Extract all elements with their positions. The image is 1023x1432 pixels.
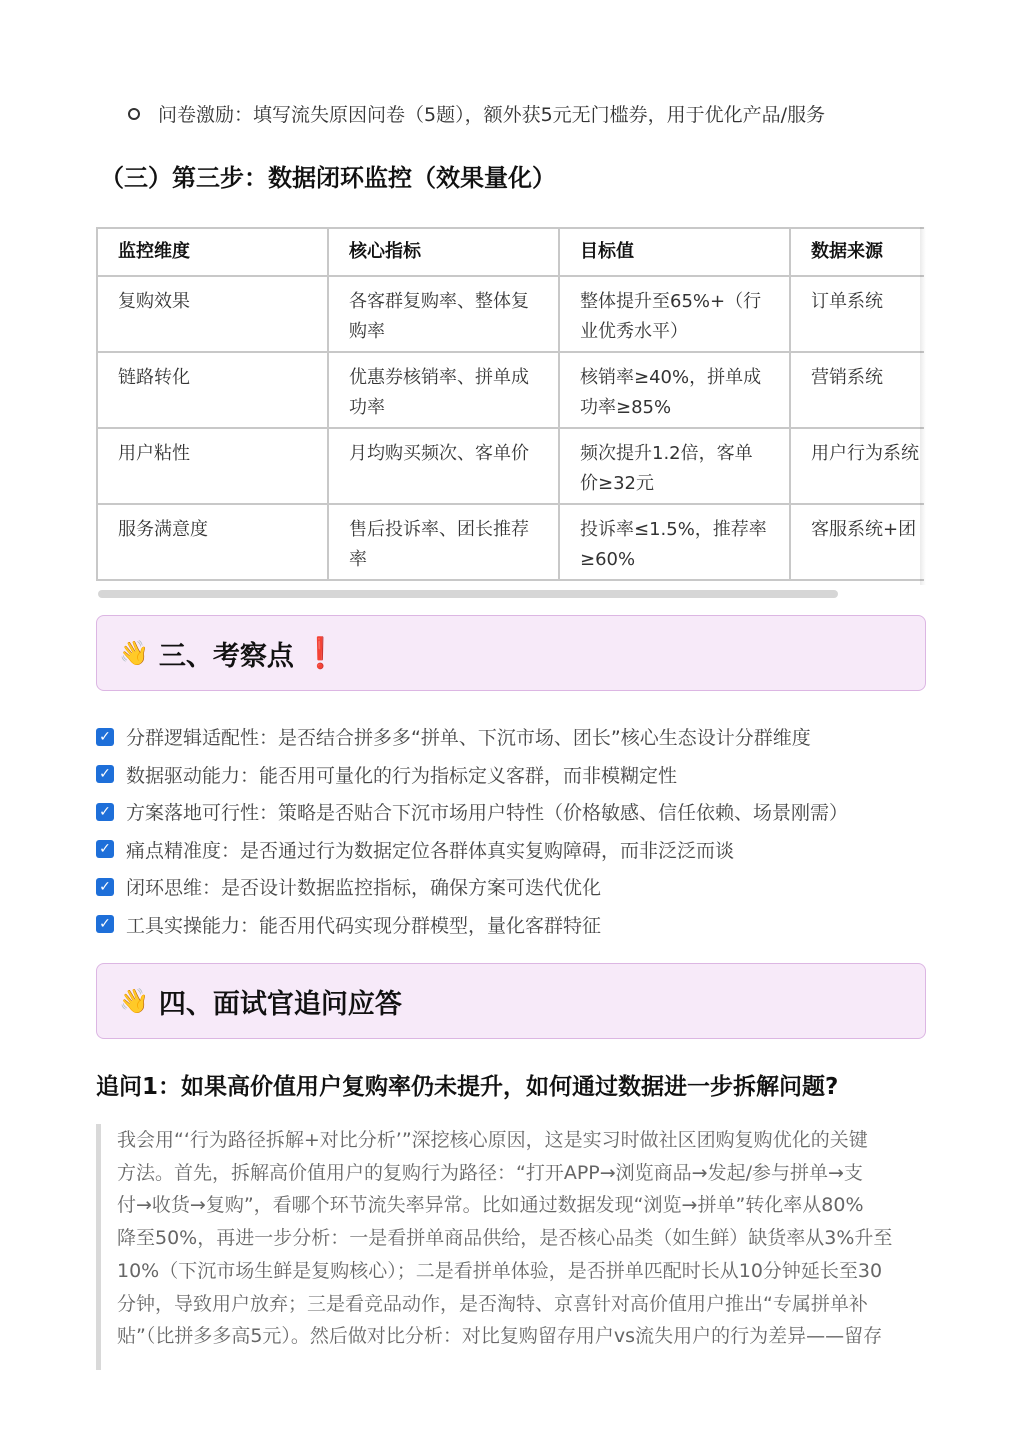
bullet-text: 问卷激励：填写流失原因问卷（5题），额外获5元无门槛券，用于优化产品/服务 xyxy=(158,104,826,126)
monitoring-table-container[interactable] xyxy=(96,227,924,585)
checklist-text: 工具实操能力：能否用代码实现分群模型，量化客群特征 xyxy=(126,914,602,937)
checkbox-checked-icon[interactable]: ✓ xyxy=(96,803,114,821)
checklist-item xyxy=(96,831,848,869)
checklist-item xyxy=(96,756,848,794)
quote-line: 降至50%，再进一步分析：一是看拼单商品供给，是否核心品类（如生鲜）缺货率从3%升至 xyxy=(117,1227,893,1250)
quote-line: 我会用“‘行为路径拆解+对比分析’”深挖核心原因，这是实习时做社区团购复购优化的关键 xyxy=(117,1129,868,1151)
table-cell: 核销率≥40%，拼单成功率≥85% xyxy=(559,352,790,428)
followup-question-title: 追问1：如果高价值用户复购率仍未提升，如何通过数据进一步拆解问题? xyxy=(96,1074,839,1100)
checkbox-checked-icon[interactable]: ✓ xyxy=(96,878,114,896)
checklist-item xyxy=(96,906,848,944)
table-row xyxy=(97,504,924,580)
table-cell: 月均购买频次、客单价 xyxy=(328,428,559,504)
table-cell: 用户行为系统 xyxy=(790,428,924,504)
table-header-cell: 监控维度 xyxy=(97,228,328,276)
table-cell: 链路转化 xyxy=(97,352,328,428)
checklist xyxy=(96,718,848,943)
table-header-cell: 核心指标 xyxy=(328,228,559,276)
checklist-item xyxy=(96,718,848,756)
table-cell: 各客群复购率、整体复购率 xyxy=(328,276,559,352)
checkbox-checked-icon[interactable]: ✓ xyxy=(96,840,114,858)
callout-title: 三、考察点 xyxy=(158,640,294,672)
table-scroll-shadow xyxy=(920,227,926,585)
table-row xyxy=(97,276,924,352)
checklist-text: 分群逻辑适配性：是否结合拼多多“拼单、下沉市场、团长”核心生态设计分群维度 xyxy=(126,727,811,750)
table-cell: 订单系统 xyxy=(790,276,924,352)
horizontal-scrollbar[interactable] xyxy=(98,590,838,598)
table-cell: 售后投诉率、团长推荐率 xyxy=(328,504,559,580)
table-cell: 营销系统 xyxy=(790,352,924,428)
waving-hand-icon: 👋 xyxy=(119,987,149,1015)
checklist-item xyxy=(96,793,848,831)
section-callout-3 xyxy=(96,615,926,691)
table-row xyxy=(97,352,924,428)
checklist-text: 方案落地可行性：策略是否贴合下沉市场用户特性（价格敏感、信任依赖、场景刚需） xyxy=(126,802,849,825)
table-cell: 优惠券核销率、拼单成功率 xyxy=(328,352,559,428)
section-callout-4 xyxy=(96,963,926,1039)
checkbox-checked-icon[interactable]: ✓ xyxy=(96,765,114,783)
quote-line: 贴”（比拼多多高5元）。然后做对比分析：对比复购留存用户vs流失用户的行为差异——留存 xyxy=(117,1325,883,1348)
table-cell: 频次提升1.2倍，客单价≥32元 xyxy=(559,428,790,504)
table-row xyxy=(97,428,924,504)
quote-line: 方法。首先，拆解高价值用户的复购行为路径：“打开APP→浏览商品→发起/参与拼单→支 xyxy=(117,1161,863,1184)
section-heading: （三）第三步：数据闭环监控（效果量化） xyxy=(100,164,556,192)
table-header-cell: 数据来源 xyxy=(790,228,924,276)
quote-line: 付→收货→复购”，看哪个环节流失率异常。比如通过数据发现“浏览→拼单”转化率从80% xyxy=(117,1194,864,1217)
waving-hand-icon: 👋 xyxy=(119,639,149,667)
checklist-text: 数据驱动能力：能否用可量化的行为指标定义客群，而非模糊定性 xyxy=(126,764,678,787)
table-cell: 服务满意度 xyxy=(97,504,328,580)
table-header-cell: 目标值 xyxy=(559,228,790,276)
quote-line: 分钟，导致用户放弃；三是看竞品动作，是否淘特、京喜针对高价值用户推出“专属拼单补 xyxy=(117,1292,868,1315)
table-cell: 用户粘性 xyxy=(97,428,328,504)
checklist-item xyxy=(96,868,848,906)
table-cell: 客服系统+团 xyxy=(790,504,924,580)
list-item xyxy=(128,100,825,127)
answer-blockquote xyxy=(96,1124,926,1370)
table-cell: 复购效果 xyxy=(97,276,328,352)
checkbox-checked-icon[interactable]: ✓ xyxy=(96,728,114,746)
monitoring-table xyxy=(96,227,924,581)
bullet-circle-icon xyxy=(128,108,140,120)
table-cell: 投诉率≤1.5%，推荐率≥60% xyxy=(559,504,790,580)
checklist-text: 闭环思维：是否设计数据监控指标，确保方案可迭代优化 xyxy=(126,877,602,900)
exclamation-icon: ❗ xyxy=(301,635,340,671)
quote-line: 10%（下沉市场生鲜是复购核心）；二是看拼单体验，是否拼单匹配时长从10分钟延长至30 xyxy=(117,1259,883,1282)
callout-title: 四、面试官追问应答 xyxy=(158,988,402,1020)
table-header-row xyxy=(97,228,924,276)
checklist-text: 痛点精准度：是否通过行为数据定位各群体真实复购障碍，而非泛泛而谈 xyxy=(126,839,735,862)
table-cell: 整体提升至65%+（行业优秀水平） xyxy=(559,276,790,352)
checkbox-checked-icon[interactable]: ✓ xyxy=(96,915,114,933)
